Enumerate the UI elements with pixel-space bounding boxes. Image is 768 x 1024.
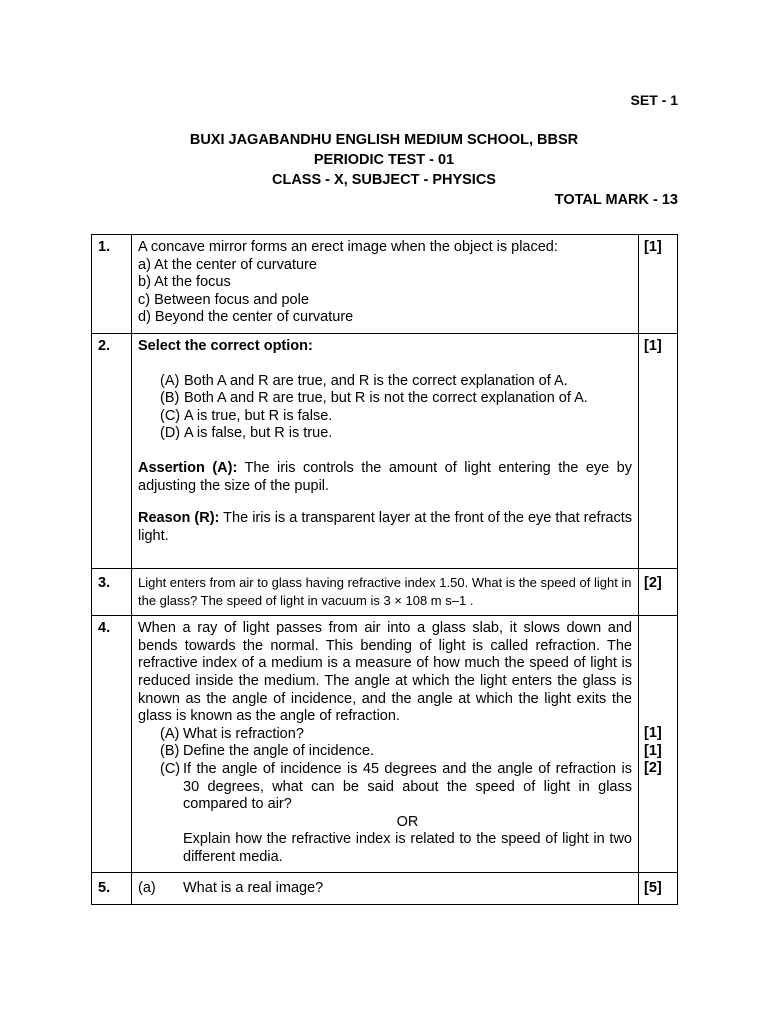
question-number: 3.	[92, 568, 132, 615]
sub-question	[138, 880, 632, 898]
reason-label: Reason (R):	[138, 510, 220, 527]
marks: [1]	[639, 235, 678, 334]
question-number: 4.	[92, 616, 132, 873]
assertion-text: The iris controls the amount of light entering the eye by adjusting the size of the pupil.	[138, 459, 632, 494]
option-label: (C)	[160, 407, 181, 424]
question-text: Light enters from air to glass having refractive index 1.50. What is the speed of light in the glass? The speed of light in vacuum is 3 × 108 m s–1 .	[132, 568, 639, 615]
set-label: SET - 1	[630, 92, 678, 108]
option-label: (D)	[160, 425, 181, 442]
question-row-3	[92, 568, 678, 615]
option-text: Both A and R are true, but R is not the correct explanation of A.	[184, 390, 588, 407]
sub-question-label: (C)	[160, 760, 181, 777]
page-header	[0, 130, 768, 190]
marks: [1]	[644, 742, 662, 759]
marks-column	[639, 616, 678, 873]
question-number: 2.	[92, 333, 132, 568]
question-table	[91, 234, 678, 905]
option: a) At the center of curvature	[138, 256, 317, 273]
option-text: A is true, but R is false.	[184, 407, 333, 424]
option: c) Between focus and pole	[138, 291, 309, 308]
test-name: PERIODIC TEST - 01	[313, 152, 455, 168]
option-label: (A)	[160, 372, 180, 389]
question-body	[132, 235, 639, 334]
sub-question-text: Define the angle of incidence.	[183, 743, 375, 760]
question-number: 1.	[92, 235, 132, 334]
question-row-1	[92, 235, 678, 334]
option: b) At the focus	[138, 274, 231, 291]
alternative-question: Explain how the refractive index is related to the speed of light in two different media.	[183, 831, 632, 865]
school-name: BUXI JAGABANDHU ENGLISH MEDIUM SCHOOL, BBSR	[189, 132, 579, 148]
total-mark: TOTAL MARK - 13	[554, 192, 678, 208]
sub-question-label: (A)	[160, 725, 180, 742]
option	[160, 425, 632, 443]
sub-question-text: What is refraction?	[183, 725, 304, 742]
passage: When a ray of light passes from air into a glass slab, it slows down and bends towards the normal. This bending of light is called refraction. The refractive index of a medium is a measure of how much the speed of light is reduced inside the medium. The angle at which the light enters the glass is known as the angle of incidence, and the angle at which the light exits the glass is known as the angle of refraction.	[138, 620, 632, 725]
question-number: 5.	[92, 873, 132, 905]
reason	[138, 510, 632, 545]
or-separator: OR	[396, 813, 419, 830]
marks: [1]	[639, 333, 678, 568]
option-label: (B)	[160, 390, 180, 407]
marks: [2]	[644, 760, 662, 777]
option	[160, 408, 632, 426]
option-list	[138, 373, 632, 443]
question-row-2	[92, 333, 678, 568]
question-body	[132, 873, 639, 905]
reason-text: The iris is a transparent layer at the front of the eye that refracts light.	[138, 510, 632, 544]
marks: [1]	[644, 725, 662, 742]
option	[160, 390, 632, 408]
sub-question-text: What is a real image?	[183, 880, 324, 897]
assertion	[138, 460, 632, 495]
marks: [2]	[639, 568, 678, 615]
question-row-4	[92, 616, 678, 873]
question-body	[132, 333, 639, 568]
class-subject: CLASS - X, SUBJECT - PHYSICS	[272, 172, 496, 188]
option: d) Beyond the center of curvature	[138, 309, 354, 326]
sub-question-list	[138, 726, 632, 814]
option-text: A is false, but R is true.	[184, 425, 333, 442]
sub-question-text: If the angle of incidence is 45 degrees and the angle of refraction is 30 degrees, what can be said about the speed of light in glass compared to air?	[183, 760, 632, 813]
question-row-5	[92, 873, 678, 905]
question-text: A concave mirror forms an erect image when the object is placed:	[138, 239, 558, 255]
question-body	[132, 616, 639, 873]
marks: [5]	[639, 873, 678, 905]
assertion-label: Assertion (A):	[138, 459, 238, 476]
option-text: Both A and R are true, and R is the correct explanation of A.	[184, 372, 568, 389]
question-heading: Select the correct option:	[138, 337, 313, 354]
sub-question	[160, 743, 632, 761]
sub-question-label: (B)	[160, 743, 180, 760]
sub-question	[160, 761, 632, 814]
sub-question-label: (a)	[138, 880, 156, 897]
sub-question	[160, 726, 632, 744]
option	[160, 373, 632, 391]
